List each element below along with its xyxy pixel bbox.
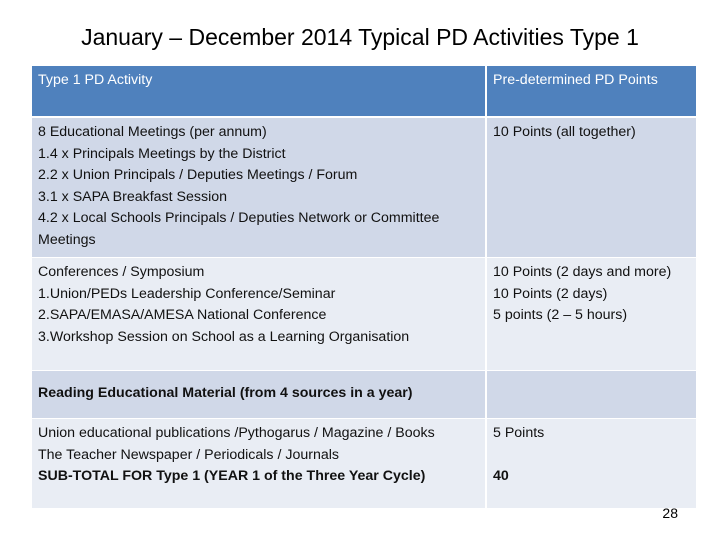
points-line: 10 Points (all together)	[493, 124, 636, 140]
header-activity: Type 1 PD Activity	[32, 66, 487, 118]
activity-line: 2.SAPA/EMASA/AMESA National Conference	[38, 307, 327, 323]
spacer	[493, 445, 690, 466]
activity-line: 2.2 x Union Principals / Deputies Meetings / Forum	[38, 167, 358, 183]
activity-line: Conferences / Symposium	[38, 264, 205, 280]
slide-title: January – December 2014 Typical PD Activities Type 1	[81, 24, 639, 50]
header-points: Pre-determined PD Points	[487, 66, 696, 118]
activity-line: 4.2 x Local Schools Principals / Deputies Network or Committee Meetings	[38, 210, 440, 248]
points-line: 10 Points (2 days and more)	[493, 264, 672, 280]
table-row	[32, 258, 696, 371]
activity-line: Reading Educational Material (from 4 sources in a year)	[38, 384, 413, 401]
activity-line: Union educational publications /Pythogarus / Magazine / Books	[38, 425, 435, 441]
pd-activities-table	[32, 66, 696, 509]
activity-line: 1.Union/PEDs Leadership Conference/Seminar	[38, 285, 336, 302]
points-cell	[487, 118, 696, 258]
activity-cell	[32, 118, 487, 258]
subtotal-line: SUB-TOTAL FOR Type 1 (YEAR 1 of the Three Year Cycle)	[38, 468, 426, 484]
activity-line: The Teacher Newspaper / Periodicals / Journals	[38, 446, 339, 463]
activity-line: 3.1 x SAPA Breakfast Session	[38, 188, 228, 205]
points-line: 5 points (2 – 5 hours)	[493, 307, 628, 323]
table-row	[32, 371, 696, 419]
table-row	[32, 419, 696, 509]
activity-cell	[32, 419, 487, 509]
points-cell	[487, 258, 696, 371]
points-cell	[487, 419, 696, 509]
activity-line: 1.4 x Principals Meetings by the District	[38, 145, 286, 162]
activity-line: 3.Workshop Session on School as a Learning Organisation	[38, 328, 410, 345]
points-line: 10 Points (2 days)	[493, 285, 608, 302]
activity-line: 8 Educational Meetings (per annum)	[38, 124, 267, 140]
activity-cell	[32, 258, 487, 371]
page-number: 28	[662, 505, 678, 521]
table-header-row	[32, 66, 696, 118]
points-line: 5 Points	[493, 425, 545, 441]
subtotal-value: 40	[493, 467, 509, 484]
table-row	[32, 118, 696, 258]
points-cell	[487, 371, 696, 419]
activity-cell	[32, 371, 487, 419]
